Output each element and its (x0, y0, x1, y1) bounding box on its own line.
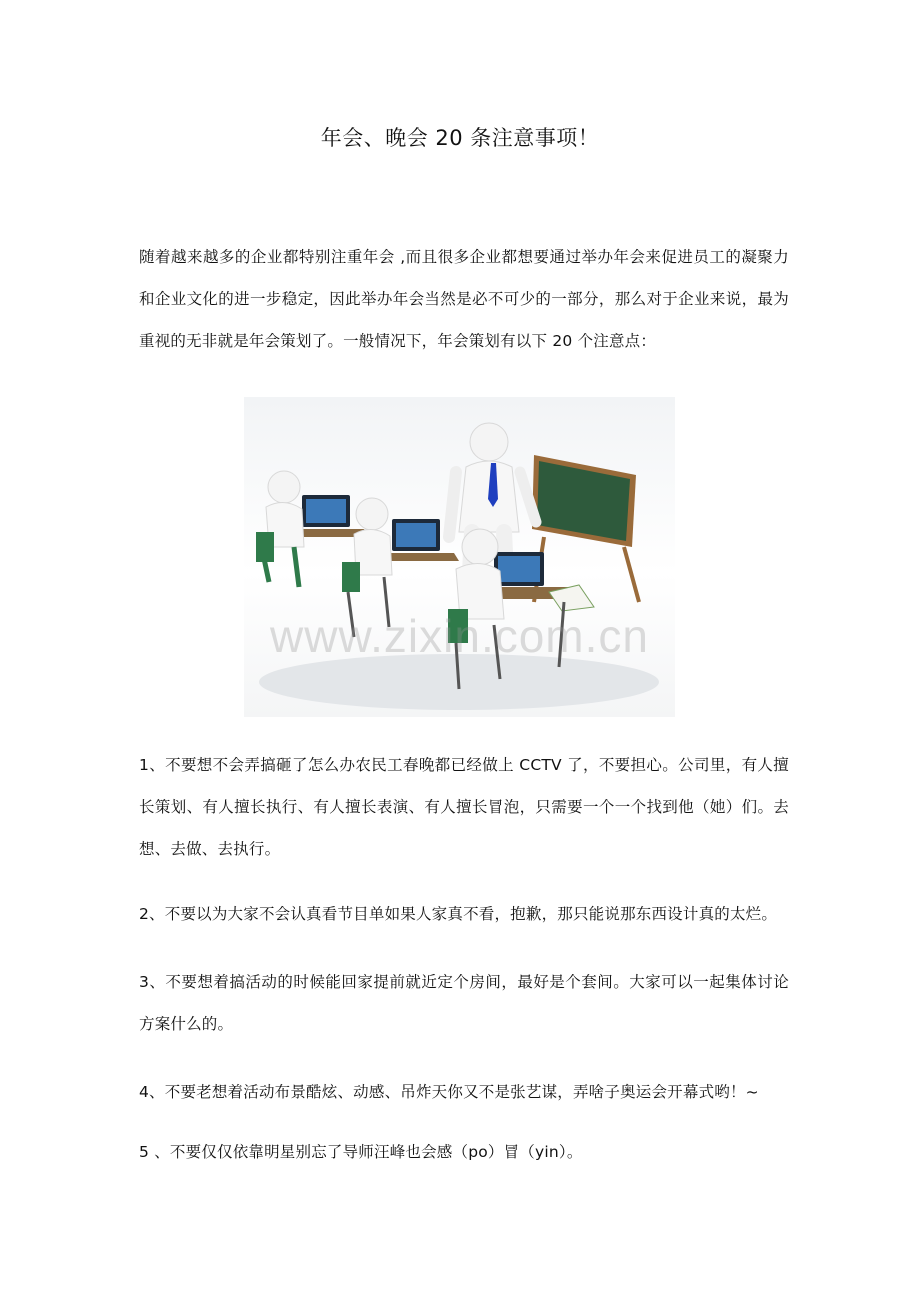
list-item: 5 、不要仅仅依靠明星别忘了导师汪峰也会感（po）冒（yin）。 (139, 1143, 583, 1161)
list-item: 2、不要以为大家不会认真看节目单如果人家真不看，抱歉，那只能说那东西设计真的太烂。 (139, 905, 778, 923)
chalkboard-icon (532, 455, 639, 602)
document-title: 年会、晚会 20 条注意事项！ (320, 126, 600, 150)
classroom-illustration (244, 397, 675, 717)
watermark-text: www.zixin.com.cn (270, 610, 649, 662)
classroom-illustration-svg (244, 397, 675, 717)
intro-paragraph: 随着越来越多的企业都特别注重年会 ,而且很多企业都想要通过举办年会来促进员工的凝聚力和企业文化的进一步稳定，因此举办年会当然是必不可少的一部分，那么对于企业来说，最为重视的无非就是年会策划了。一般情况下，年会策划有以下 20 个注意点： (139, 248, 789, 350)
list-item: 1、不要想不会弄搞砸了怎么办农民工春晚都已经做上 CCTV 了，不要担心。公司里，有人擅长策划、有人擅长执行、有人擅长表演、有人擅长冒泡，只需要一个一个找到他（她）们。去想、去做、去执行。 (139, 756, 789, 858)
list-item: 4、不要老想着活动布景酷炫、动感、吊炸天你又不是张艺谋，弄啥子奥运会开幕式哟！~ (139, 1083, 759, 1101)
list-item: 3、不要想着搞活动的时候能回家提前就近定个房间，最好是个套间。大家可以一起集体讨论方案什么的。 (139, 973, 789, 1033)
